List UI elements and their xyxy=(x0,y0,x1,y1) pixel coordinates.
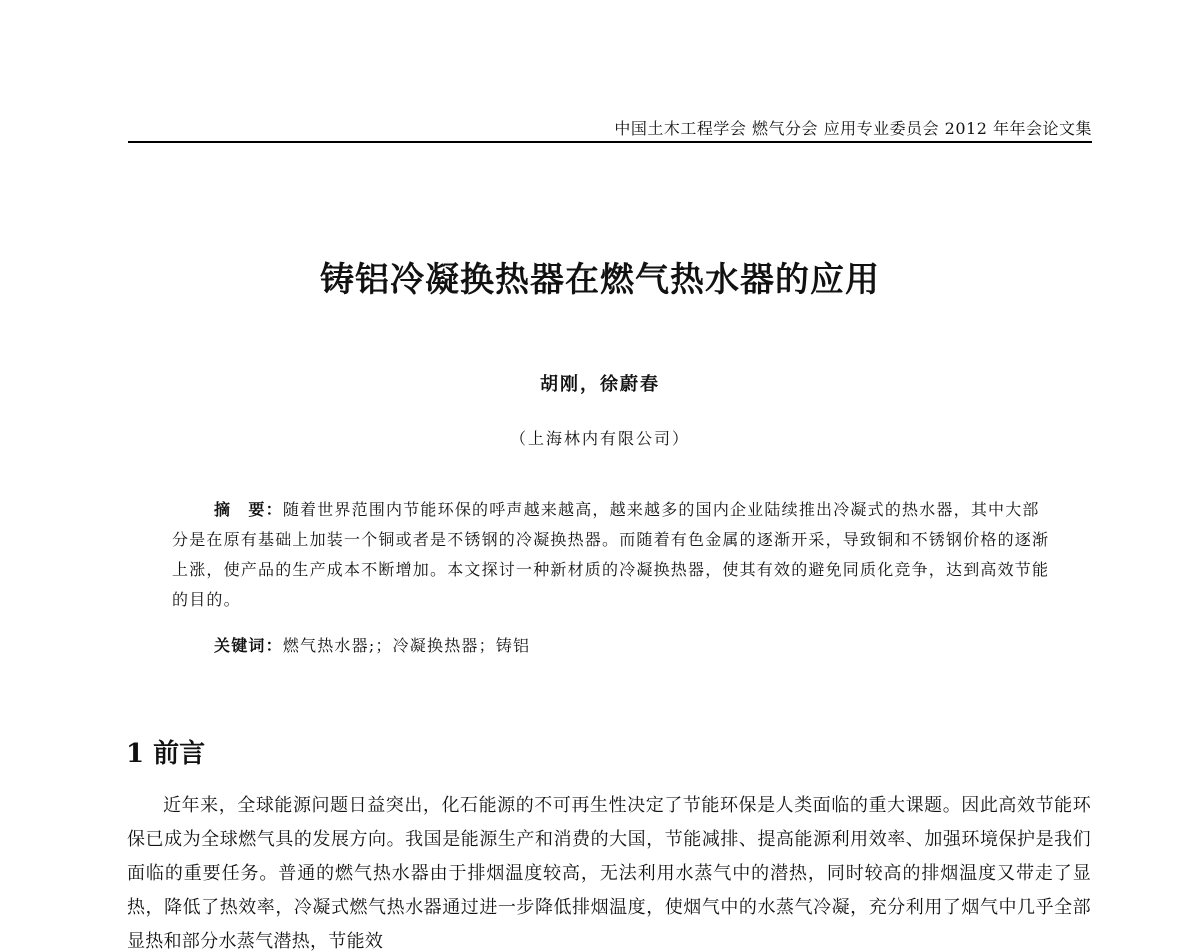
abstract-label: 摘 要： xyxy=(214,500,283,519)
header-rule xyxy=(128,141,1092,143)
running-header: 中国土木工程学会 燃气分会 应用专业委员会 2012 年年会论文集 xyxy=(614,119,1092,138)
keywords xyxy=(214,633,530,656)
paper-title: 铸铝冷凝换热器在燃气热水器的应用 xyxy=(320,260,880,300)
body-paragraph: 近年来，全球能源问题日益突出，化石能源的不可再生性决定了节能环保是人类面临的重大课题。因此高效节能环保已成为全球燃气具的发展方向。我国是能源生产和消费的大国，节能减排、提高能源利用效率、加强环境保护是我们面临的重要任务。普通的燃气热水器由于排烟温度较高，无法利用水蒸气中的潜热，同时较高的排烟温度又带走了显热，降低了热效率，冷凝式燃气热水器通过进一步降低排烟温度，使烟气中的水蒸气冷凝，充分利用了烟气中几乎全部显热和部分水蒸气潜热，节能效 xyxy=(127,795,1091,952)
keywords-label: 关键词： xyxy=(214,636,283,655)
abstract-text: 随着世界范围内节能环保的呼声越来越高，越来越多的国内企业陆续推出冷凝式的热水器，其中大部分是在原有基础上加装一个铜或者是不锈钢的冷凝换热器。而随着有色金属的逐渐开采，导致铜和不锈钢价格的逐渐上涨，使产品的生产成本不断增加。本文探讨一种新材质的冷凝换热器，使其有效的避免同质化竞争，达到高效节能的目的。 xyxy=(172,500,1050,609)
abstract xyxy=(172,495,1052,615)
keywords-text: 燃气热水器;；冷凝换热器；铸铝 xyxy=(282,636,531,655)
affiliation: （上海林内有限公司） xyxy=(509,429,690,448)
section-heading: 1 前言 xyxy=(126,739,206,769)
authors: 胡刚，徐蔚春 xyxy=(540,374,660,395)
